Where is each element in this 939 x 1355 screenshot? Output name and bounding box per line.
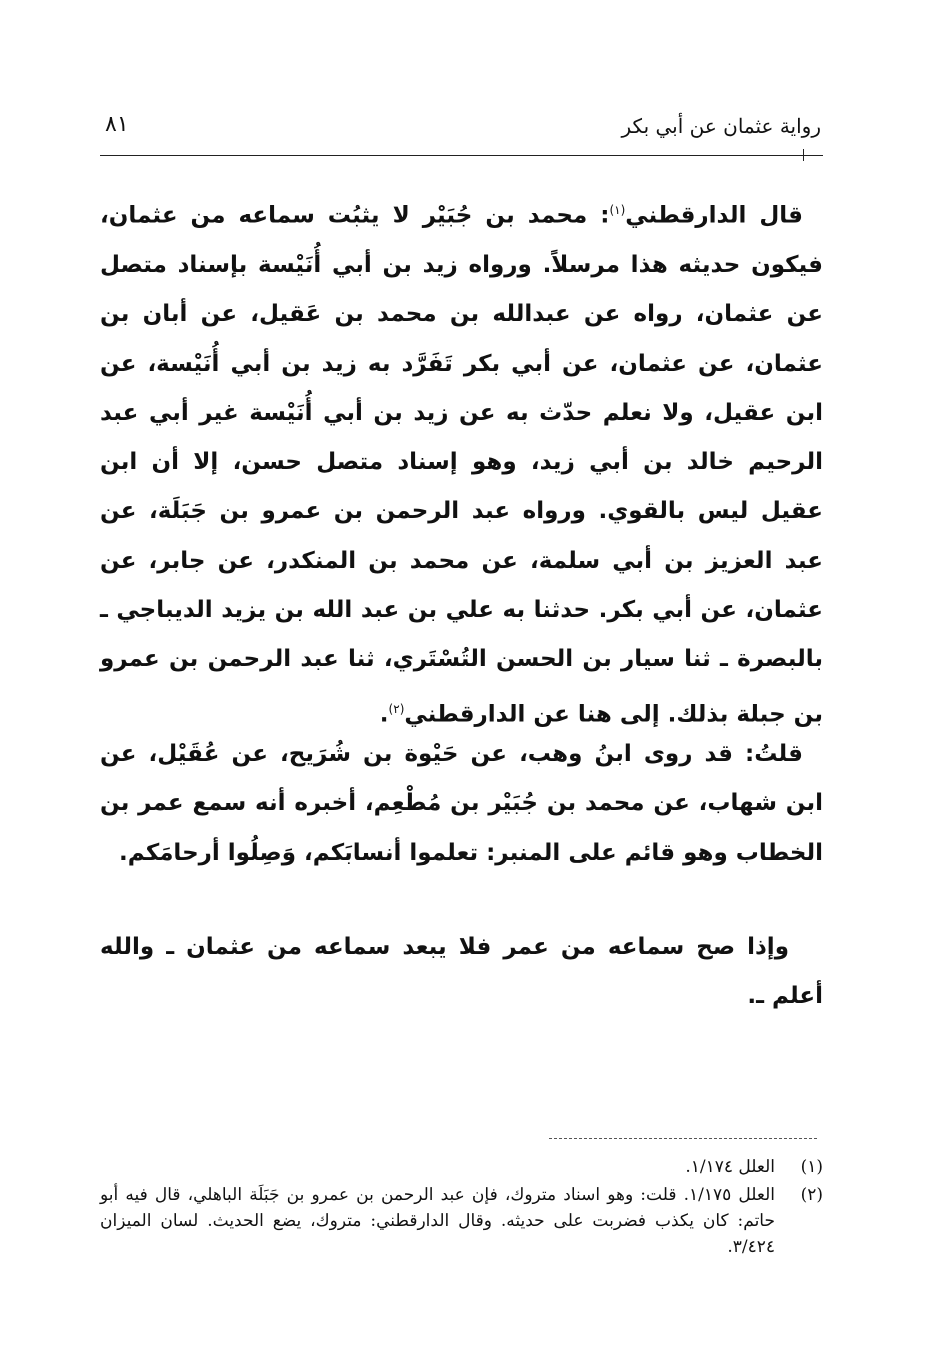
footnotes xyxy=(100,1154,823,1262)
header-rule-tick xyxy=(803,149,804,161)
footnote-ref-1: (١) xyxy=(609,203,626,217)
p1-text-start: قال الدارقطني xyxy=(625,202,803,229)
p1-text-main: : محمد بن جُبَيْر لا يثبُت سماعه من عثمان، فيكون حديثه هذا مرسلاً. ورواه زيد بن أبي أُنَيْسة بإسناد متصل عن عثمان، رواه عن عبدالله بن محمد بن عَقيل، عن أبان بن عثمان، عن عثمان، عن أبي بكر تَفَرَّد به زيد بن أبي أُنَيْسة، عن ابن عقيل، ولا نعلم حدّث به عن زيد بن أبي أُنَيْسة غير أبي عبد الرحيم خالد بن أبي زيد، وهو إسناد متصل حسن، إلا أن ابن عقيل ليس بالقوي. ورواه عبد الرحمن بن عمرو بن جَبَلَة، عن عبد العزيز بن أبي سلمة، عن محمد بن المنكدر، عن جابر، عن عثمان، عن أبي بكر. حدثنا به علي بن عبد الله بن يزيد الديباجي ـ بالبصرة ـ ثنا سيار بن الحسن التُسْتَري، ثنا عبد الرحمن بن عمرو بن جبلة بذلك. إلى هنا عن الدارقطني xyxy=(100,202,823,728)
footnote-text: العلل ١/١٧٤. xyxy=(685,1157,775,1177)
footnote-number: (١) xyxy=(800,1157,823,1177)
page-number: ٨١ xyxy=(105,112,129,137)
header-rule xyxy=(100,155,823,156)
running-title: رواية عثمان عن أبي بكر xyxy=(621,114,821,138)
paragraph-daraqutni xyxy=(100,186,823,740)
running-head xyxy=(105,112,821,152)
footnote-ref-2: (٢) xyxy=(388,701,405,716)
footnote-text: العلل ١/١٧٥. قلت: وهو اسناد متروك، فإن عبد الرحمن بن عمرو بن جَبَلَة الباهلي، قال فيه أبو حاتم: كان يكذب فضربت على حديثه. وقال الدارقطني: متروك، يضع الحديث. لسان الميزان ٣/٤٢٤. xyxy=(100,1185,776,1257)
p1-text-end: . xyxy=(379,701,389,728)
footnote-item xyxy=(100,1182,823,1260)
paragraph-qultu: قلتُ: قد روى ابنُ وهب، عن حَيْوة بن شُرَيح، عن عُقَيْل، عن ابن شهاب، عن محمد بن جُبَيْر بن مُطْعِم، أخبره أنه سمع عمر بن الخطاب وهو قائم على المنبر: تعلموا أنسابَكم، وَصِلُوا أرحامَكم. xyxy=(100,741,823,866)
footnote-item xyxy=(100,1154,823,1180)
footnote-number: (٢) xyxy=(800,1185,823,1205)
paragraph-conclusion: وإذا صح سماعه من عمر فلا يبعد سماعه من عثمان ـ والله أعلم ـ. xyxy=(100,934,823,1010)
footnote-separator xyxy=(549,1138,817,1139)
